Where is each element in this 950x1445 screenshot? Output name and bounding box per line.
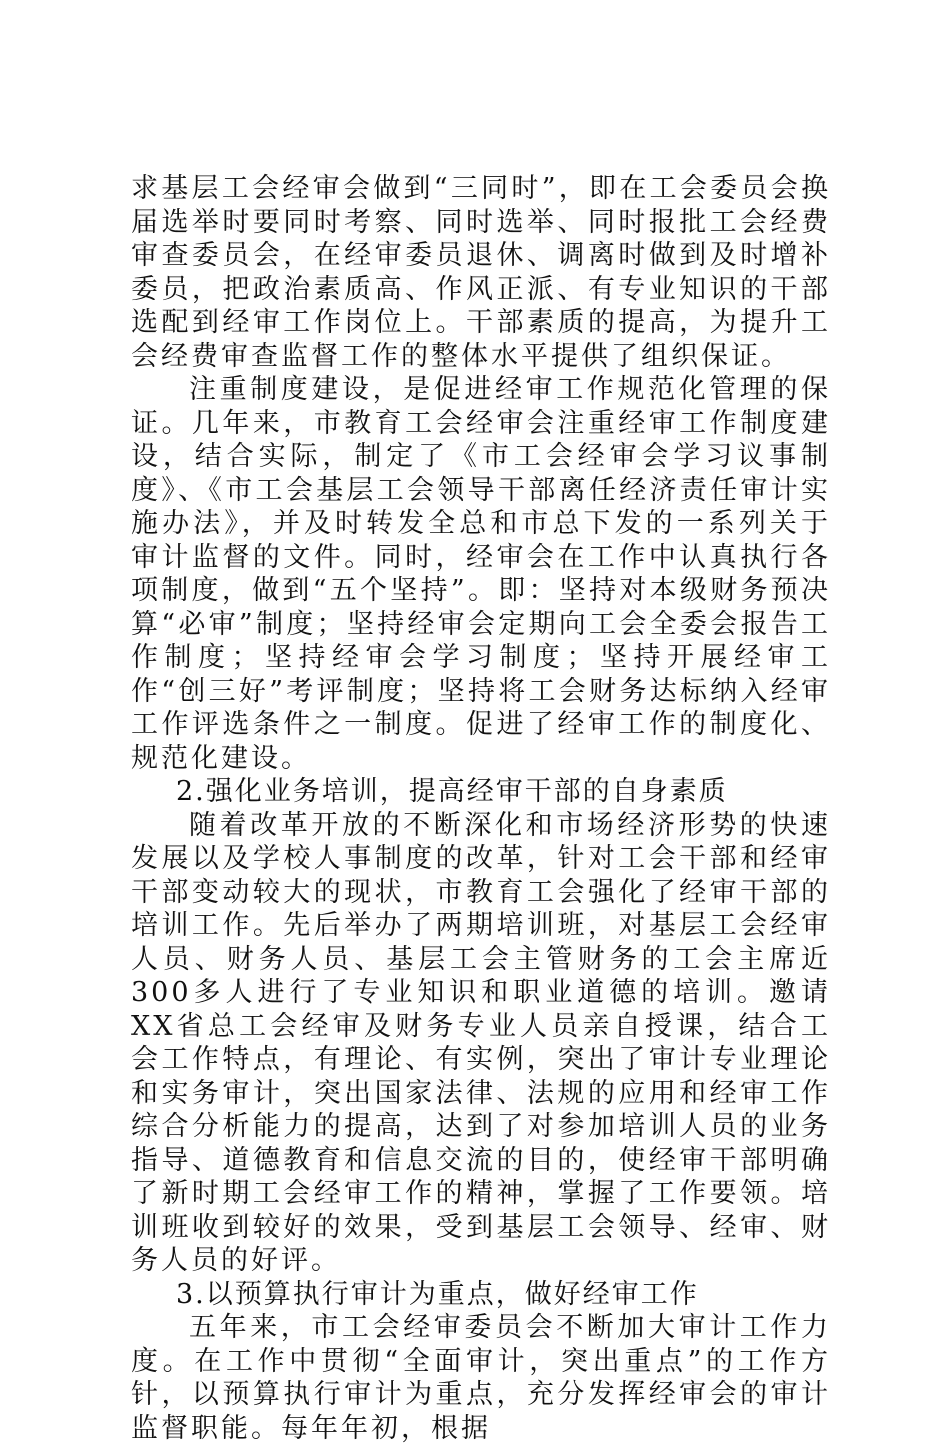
paragraph-training: 随着改革开放的不断深化和市场经济形势的快速发展以及学校人事制度的改革，针对工会干部和经审干部变动较大的现状，市教育工会强化了经审干部的培训工作。先后举办了两期培训班，对基层工会经审人员、财务人员、基层工会主管财务的工会主席近300多人进行了专业知识和职业道德的培训。邀请XX省总工会经审及财务专业人员亲自授课，结合工会工作特点，有理论、有实例，突出了审计专业理论和实务审计，突出国家法律、法规的应用和经审工作综合分析能力的提高，达到了对参加培训人员的业务指导、道德教育和信息交流的目的，使经审干部明确了新时期工会经审工作的精神，掌握了工作要领。培训班收到较好的效果，受到基层工会领导、经审、财务人员的好评。 — [131, 809, 831, 1276]
section-heading-budget-audit: 3.以预算执行审计为重点，做好经审工作 — [176, 1278, 699, 1310]
document-page — [131, 172, 831, 1445]
section-heading-training: 2.强化业务培训，提高经审干部的自身素质 — [176, 776, 728, 807]
paragraph-cadre-quality: 求基层工会经审会做到“三同时”，即在工会委员会换届选举时要同时考察、同时选举、同时报批工会经费审查委员会，在经审委员退休、调离时做到及时增补委员，把政治素质高、作风正派、有专业知识的干部选配到经审工作岗位上。干部素质的提高，为提升工会经费审查监督工作的整体水平提供了组织保证。 — [131, 173, 831, 372]
paragraph-system-building: 注重制度建设，是促进经审工作规范化管理的保证。几年来，市教育工会经审会注重经审工作制度建设，结合实际，制定了《市工会经审会学习议事制度》、《市工会基层工会领导干部离任经济责任审计实施办法》，并及时转发全总和市总下发的一系列关于审计监督的文件。同时，经审会在工作中认真执行各项制度，做到“五个坚持”。即：坚持对本级财务预决算“必审”制度；坚持经审会定期向工会全委会报告工作制度；坚持经审会学习制度；坚持开展经审工作“创三好”考评制度；坚持将工会财务达标纳入经审工作评选条件之一制度。促进了经审工作的制度化、规范化建设。 — [131, 374, 831, 774]
paragraph-budget-audit: 五年来，市工会经审委员会不断加大审计工作力度。在工作中贯彻“全面审计，突出重点”的工作方针，以预算执行审计为重点，充分发挥经审会的审计监督职能。每年年初，根据 — [131, 1312, 831, 1444]
